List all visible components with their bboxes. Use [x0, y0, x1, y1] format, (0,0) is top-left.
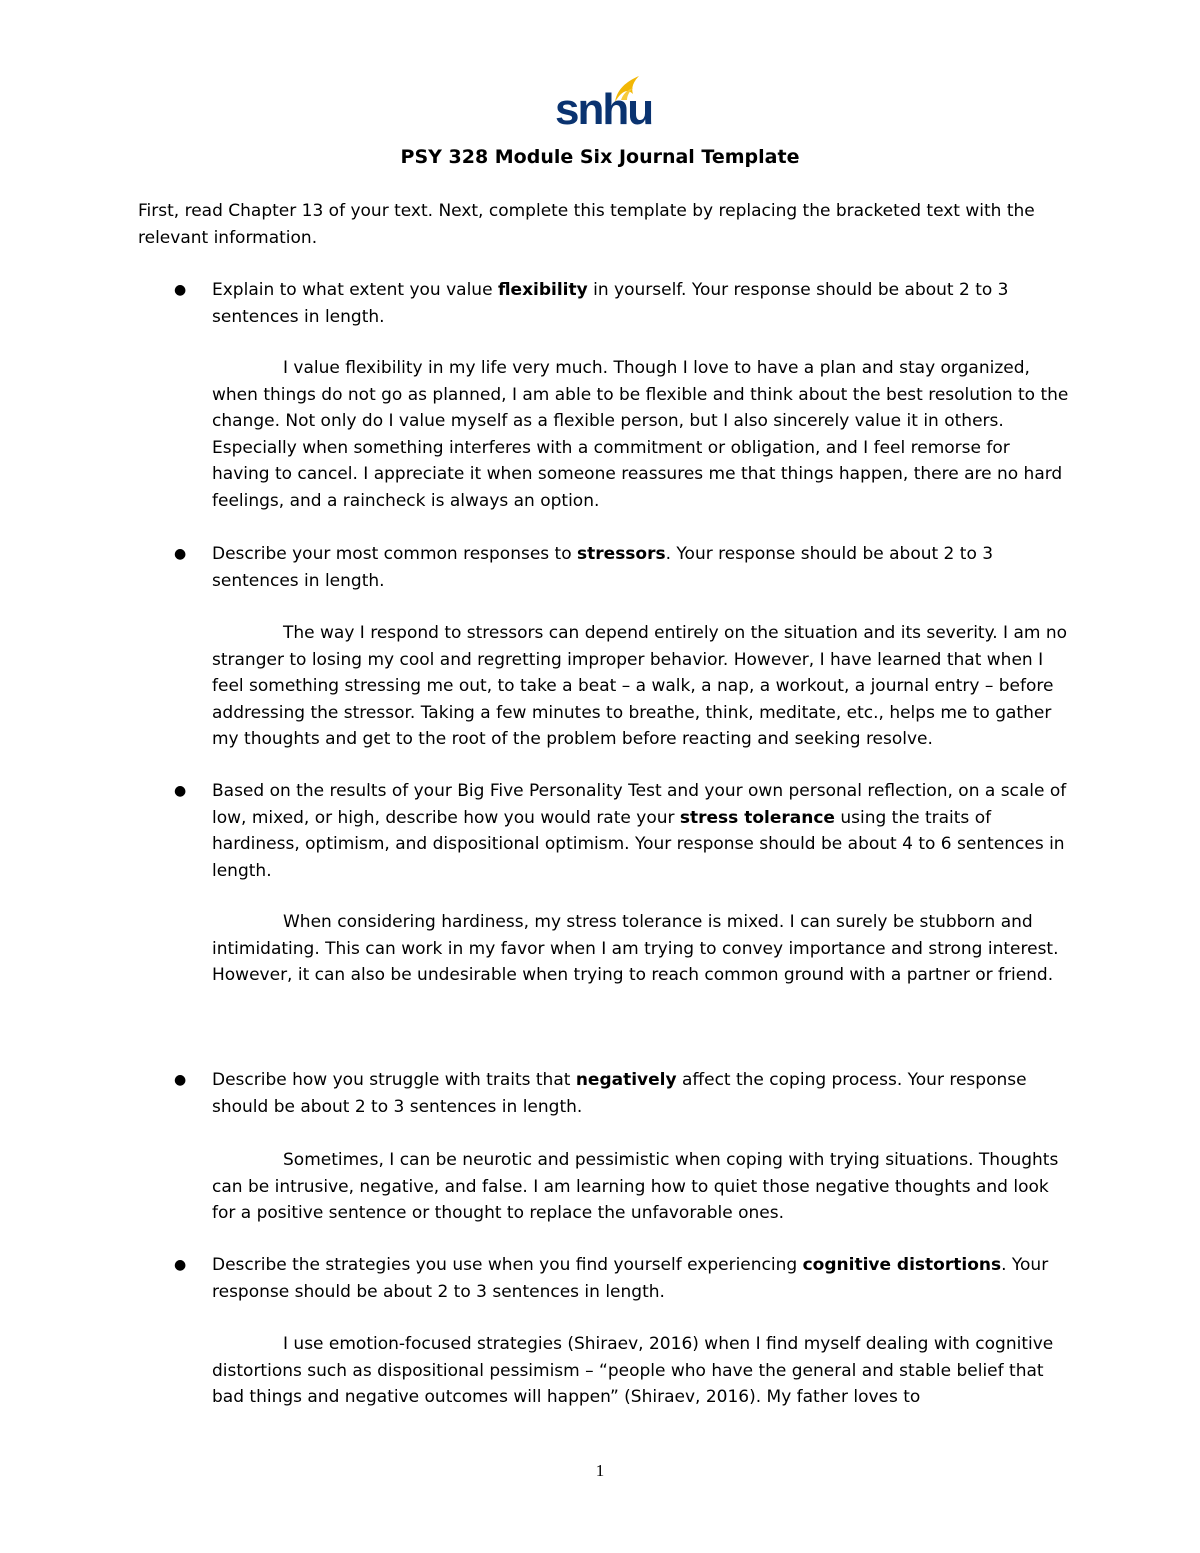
prompt-1	[212, 277, 1072, 330]
answer-4: Sometimes, I can be neurotic and pessimistic when coping with trying situations. Thoughts can be intrusive, negative, and false. I am learning how to quiet those negative thoughts and look for a positive sentence or thought to replace the unfavorable ones.	[212, 1150, 1059, 1223]
prompt-5-keyword: cognitive distortions	[802, 1255, 1002, 1275]
prompt-3	[212, 778, 1072, 884]
prompt-1-keyword: flexibility	[497, 280, 588, 300]
bullet-5: ●	[174, 1257, 187, 1273]
bullet-3: ●	[174, 783, 187, 799]
prompt-5-text: Describe the strategies you use when you find yourself experiencing	[212, 1255, 803, 1275]
prompt-5-text-end: . Your response should be about 2 to 3 sentences in length.	[212, 1255, 1049, 1302]
intro-paragraph: First, read Chapter 13 of your text. Next, complete this template by replacing the bracketed text with the relevant information.	[138, 201, 1035, 248]
prompt-1-text: Explain to what extent you value	[212, 280, 498, 300]
prompt-4-text: Describe how you struggle with traits that	[212, 1070, 576, 1090]
answer-5: I use emotion-focused strategies (Shiraev, 2016) when I find myself dealing with cognitive distortions such as dispositional pessimism – “people who have the general and stable belief that bad things and negative outcomes will happen” (Shiraev, 2016). My father loves to	[212, 1334, 1054, 1407]
prompt-3-keyword: stress tolerance	[679, 807, 835, 828]
document-title: PSY 328 Module Six Journal Template	[400, 146, 800, 168]
prompt-2	[212, 541, 1072, 594]
snhu-logo	[555, 74, 653, 134]
prompt-3-text-end: using the traits of hardiness, optimism, and dispositional optimism. Your response should be about 4 to 6 sentences in length.	[212, 807, 1065, 881]
prompt-4-keyword: negatively	[575, 1070, 677, 1090]
prompt-4	[212, 1067, 1072, 1120]
logo-wordmark: snhu	[555, 85, 653, 134]
prompt-2-text: Describe your most common responses to	[212, 544, 578, 564]
bullet-1: ●	[174, 282, 187, 298]
answer-1: I value flexibility in my life very much. Though I love to have a plan and stay organized, when things do not go as planned, I am able to be flexible and think about the best resolution to the change. Not only do I value myself as a flexible person, but I also sincerely value it in others. Especially when something interferes with a commitment or obligation, and I feel remorse for having to cancel. I appreciate it when someone reassures me that things happen, there are no hard feelings, and a raincheck is always an option.	[212, 358, 1069, 511]
prompt-2-keyword: stressors	[577, 544, 666, 564]
answer-2: The way I respond to stressors can depend entirely on the situation and its severity. I am no stranger to losing my cool and regretting improper behavior. However, I have learned that when I feel something stressing me out, to take a beat – a walk, a nap, a workout, a journal entry – before addressing the stressor. Taking a few minutes to breathe, think, meditate, etc., helps me to gather my thoughts and get to the root of the problem before reacting and seeking resolve.	[212, 623, 1068, 749]
bullet-2: ●	[174, 546, 187, 562]
bullet-4: ●	[174, 1072, 187, 1088]
page-number: 1	[595, 1461, 605, 1480]
prompt-5	[212, 1252, 1072, 1305]
prompt-3-text: Based on the results of your Big Five Personality Test and your own personal reflection, on a scale of low, mixed, or high, describe how you would rate your	[212, 781, 1067, 828]
prompt-2-text-end: . Your response should be about 2 to 3 sentences in length.	[212, 544, 994, 591]
prompt-4-text-end: affect the coping process. Your response should be about 2 to 3 sentences in length.	[212, 1070, 1027, 1117]
answer-3: When considering hardiness, my stress tolerance is mixed. I can surely be stubborn and intimidating. This can work in my favor when I am trying to convey importance and strong interest. However, it can also be undesirable when trying to reach common ground with a partner or friend.	[212, 912, 1059, 985]
prompt-1-text-end: in yourself. Your response should be about 2 to 3 sentences in length.	[212, 280, 1009, 327]
